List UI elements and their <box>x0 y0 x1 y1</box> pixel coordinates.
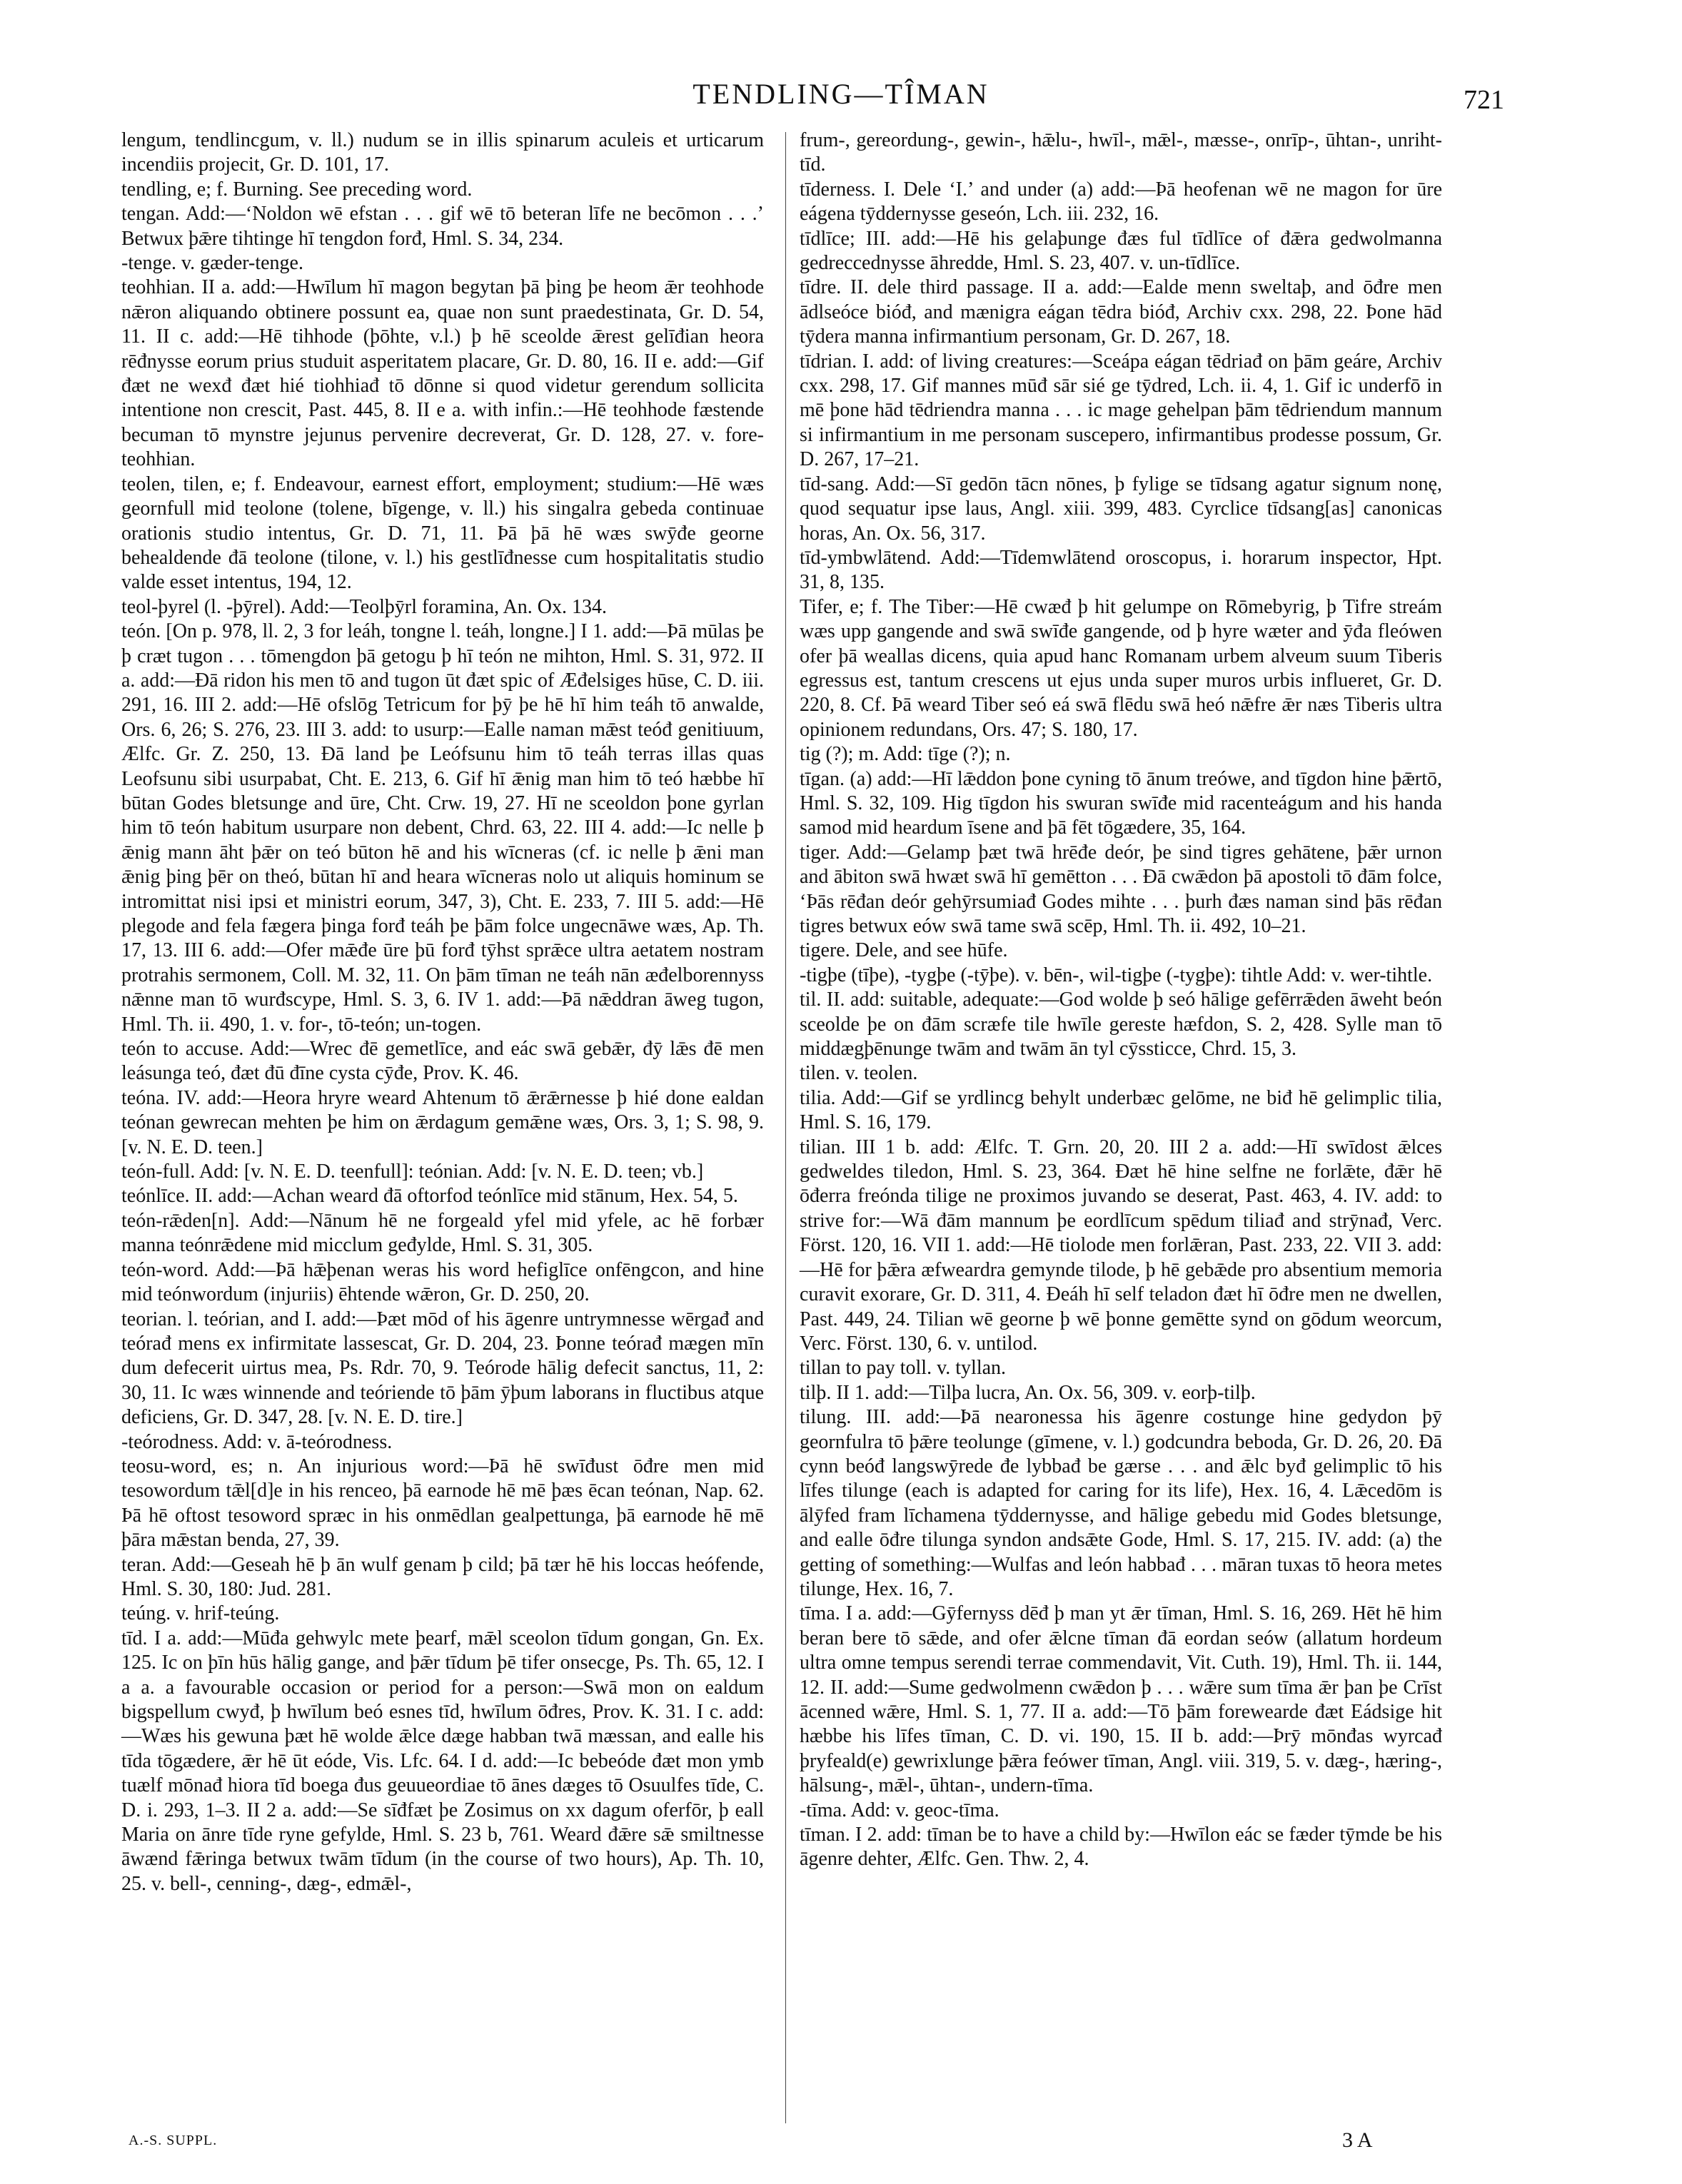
dictionary-entry: tīd-sang. Add:—Sī gedōn tācn nōnes, þ fylige se tīdsang agatur signum nonę, quod sequatur ipse laus, Angl. xiii. 399, 483. Cyrclice tīdsang[as] canonicas horas, An. Ox. 56, 317. <box>800 472 1442 545</box>
dictionary-entry: tigere. Dele, and see hūfe. <box>800 939 1008 962</box>
dictionary-entry: teón-word. Add:—Þā hǣþenan weras his word hefiglīce onfēngcon, and hine mid teónwordum (injuriis) ēhtende wǣron, Gr. D. 250, 20. <box>121 1258 764 1306</box>
dictionary-entry: teúng. v. hrif-teúng. <box>121 1602 280 1625</box>
dictionary-entry: teón-rǣden[n]. Add:—Nānum hē ne forgeald yfel mid yfele, ac hē forbær manna teónrǣdene mid micclum geđylde, Hml. S. 31, 305. <box>121 1209 764 1257</box>
dictionary-entry: tīderness. I. Dele ‘I.’ and under (a) add:—Þā heofenan wē ne magon for ūre eágena tȳddernysse geseón, Lch. iii. 232, 16. <box>800 178 1442 226</box>
sheet-mark: 3 A <box>1342 2128 1373 2152</box>
dictionary-entry: tīdlīce; III. add:—Hē his gelaþunge đæs ful tīdlīce of đǣra gedwolmanna gedreccednysse āhredde, Hml. S. 23, 407. v. un-tīdlīce. <box>800 227 1442 275</box>
column-divider <box>785 132 786 2123</box>
dictionary-entry: tig (?); m. Add: tīge (?); n. <box>800 743 1011 766</box>
signature-mark: A.-S. SUPPL. <box>129 2133 218 2148</box>
dictionary-entry: teorian. l. teórian, and I. add:—Þæt mōd of his āgenre untrymnesse wērgađ and teórađ mens ex infirmitate lassescat, Gr. D. 204, 23. Þonne teórađ mægen mīn dum defecerit uirtus mea, Ps. Rdr. 70, 9. Teórode hālig defecit sanctus, 11, 2: 30, 11. Ic wæs winnende and teóriende tō þām ȳþum laborans in fluctibus atque deficiens, Gr. D. 347, 28. [v. N. E. D. tire.] <box>121 1308 764 1429</box>
dictionary-entry: tilþ. II 1. add:—Tilþa lucra, An. Ox. 56, 309. v. eorþ-tilþ. <box>800 1381 1256 1404</box>
dictionary-entry: teón. [On p. 978, ll. 2, 3 for leáh, tongne l. teáh, longne.] I 1. add:—Þā mūlas þe þ cræt tugon . . . tōmengdon þā getogu þ hī teón ne mihton, Hml. S. 31, 972. II a. add:—Đā ridon his men tō and tugon ūt đæt spic of Æđelsiges hūse, C. D. iii. 291, 16. III 2. add:—Hē ofslōg Tetricum for þȳ þe hē hī him teáh tō anwalde, Ors. 6, 26; S. 276, 23. III 3. add: to usurp:—Ealle naman mǣst teóđ genitiuum, Ælfc. Gr. Z. 250, 13. Đā land þe Leófsunu him tō teáh terras illas quas Leofsunu sibi usurpabat, Cht. E. 213, 6. Gif hī ǣnig man him tō teó hæbbe hī būtan Godes bletsunge and ūre, Cht. Crw. 19, 27. Hī ne sceoldon þone gyrlan him tō teón habitum usurpare non debent, Chrd. 63, 22. III 4. add:—Ic nelle þ ǣnig mann āht þǣr on teó būton hē and his wīcneras (cf. ic nelle þ ǣni man ǣnig þing þēr on theó, būtan hī and heara wīcneras nolo ut aliquis hominum se intromittat nisi ipsi et ministri eorum, 347, 3), Cht. E. 233, 7. III 5. add:—Hē plegode and fela fægera þinga forđ teáh þe þām folce ungecnāwe wæs, Ap. Th. 17, 13. III 6. add:—Ofer mǣđe ūre þū forđ tȳhst sprǣce ultra aetatem nostram protrahis sermonem, Coll. M. 32, 11. On þām tīman ne teáh nān æđelborennyss nǣnne man tō wurđscype, Hml. S. 3, 6. IV 1. add:—Þā nǣddran āweg tugon, Hml. Th. ii. 490, 1. v. for-, tō-teón; un-togen. <box>121 620 764 1036</box>
page-number: 721 <box>1464 85 1504 115</box>
left-column <box>121 128 764 1896</box>
dictionary-entry: tengan. Add:—‘Noldon wē efstan . . . gif wē tō beteran līfe ne becōmon . . .’ Betwux þǣre tihtinge hī tengdon forđ, Hml. S. 34, 234. <box>121 203 764 250</box>
dictionary-entry: til. II. add: suitable, adequate:—God wolde þ seó hālige gefērrǣden āweht beón sceolde þe on đām scræfe tile hwīle gereste hæfdon, S. 2, 428. Sylle man tō middægþēnunge twām and twām ān tyl cȳssticce, Chrd. 15, 3. <box>800 989 1442 1061</box>
dictionary-entry: teohhian. II a. add:—Hwīlum hī magon begytan þā þing þe heom ǣr teohhode nǣron aliquando obtinere possunt ea, quae non sunt praedestinata, Gr. D. 54, 11. II c. add:—Hē tihhode (þōhte, v.l.) þ hē sceolde ǣrest gelīđian heora rēđnysse eorum prius studuit asperitatem placare, Gr. D. 80, 16. II e. add:—Gif đæt ne wexđ đæt hié tiohhiađ tō dōnne si quod videtur gerendum sollicita intentione non crescit, Past. 445, 8. II e a. with infin.:—Hē teohhode fæstende becuman tō mynstre jejunus pervenire decreverat, Gr. D. 128, 27. v. fore-teohhian. <box>121 276 764 471</box>
dictionary-entry: tilen. v. teolen. <box>800 1062 918 1085</box>
dictionary-entry: teolen, tilen, e; f. Endeavour, earnest effort, employment; studium:—Hē wæs geornfull mid teolone (tolene, bīgenge, v. ll.) his singalra gebeda continuae orationis studio intentus, Gr. D. 71, 11. Þā þā hē wæs swȳđe georne behealdende đā teolone (tilone, v. l.) his gestlīđnesse cum hospitalitatis studio valde esset intentus, 194, 12. <box>121 472 764 594</box>
dictionary-entry: -teórodness. Add: v. ā-teórodness. <box>121 1430 393 1453</box>
dictionary-entry: teol-þyrel (l. -þȳrel). Add:—Teolþȳrl foramina, An. Ox. 134. <box>121 595 607 618</box>
dictionary-entry: tilia. Add:—Gif se yrdlincg behylt underbæc gelōme, ne biđ hē gelimplic tilia, Hml. S. 16, 179. <box>800 1086 1442 1134</box>
dictionary-entry: frum-, gereordung-, gewin-, hǣlu-, hwīl-, mǣl-, mæsse-, onrīp-, ūhtan-, unriht-tīd. <box>800 129 1442 176</box>
right-column <box>800 128 1442 1872</box>
dictionary-entry: tilung. III. add:—Þā nearonessa his āgenre costunge hine gedydon þȳ geornfulra tō þǣre teolunge (gīmene, v. l.) godcundra beboda, Gr. D. 26, 20. Đā cynn beóđ langswȳrede đe lybbađ be gærse . . . and ǣlc byđ gelimplic tō his līfes tilunge (each is adapted for caring for its life), Hex. 16, 4. Lǣcedōm is ālȳfed fram līchamena tȳddernysse, and hālige gebedu mid Godes bletsunge, and ealle ōđre tilunga syndon andsǣte Gode, Hml. S. 17, 215. IV. add: (a) the getting of something:—Wulfas and león habbađ . . . māran tuxas tō heora metes tilunge, Hex. 16, 7. <box>800 1406 1442 1600</box>
dictionary-entry: tillan to pay toll. v. tyllan. <box>800 1357 1007 1380</box>
dictionary-entry: tendling, e; f. Burning. See preceding word. <box>121 178 473 201</box>
dictionary-entry: tīgan. (a) add:—Hī lǣddon þone cyning tō ānum treówe, and tīgdon hine þǣrtō, Hml. S. 32, 109. Hig tīgdon his swuran swīđe mid racenteágum and his handa samod mid heardum īsene and þā fēt tōgædere, 35, 164. <box>800 767 1442 839</box>
dictionary-entry: Tifer, e; f. The Tiber:—Hē cwæđ þ hit gelumpe on Rōmebyrig, þ Tifre streám wæs upp gangende and swā swīđe gangende, od þ hyre wæter and ȳđa fleówen ofer þā weallas dicens, quia apud hanc Romanam urbem alveum suum Tiberis egressus est, tantum crescens ut ejus unda super muros urbis influeret, Gr. D. 220, 8. Cf. Þā weard Tiber seó eá swā flēdu swā heó nǣfre ǣr næs Tiberis ultra opinionem redundans, Ors. 47; S. 180, 17. <box>800 595 1442 741</box>
dictionary-entry: lengum, tendlincgum, v. ll.) nudum se in illis spinarum aculeis et urticarum incendiis projecit, Gr. D. 101, 17. <box>121 129 764 176</box>
dictionary-entry: teón to accuse. Add:—Wrec đē gemetlīce, and eác swā gebǣr, đȳ lǣs đē men leásunga teó, đæt đū đīne cysta cȳđe, Prov. K. 46. <box>121 1038 764 1085</box>
dictionary-entry: tīdre. II. dele third passage. II a. add:—Ealde menn sweltaþ, and ōđre men ādlseóce bióđ, and mænigra eágan tēdra bióđ, Archiv cxx. 298, 22. Þone hād tȳdera manna infirmantium personam, Gr. D. 267, 18. <box>800 276 1442 348</box>
dictionary-entry: -tigþe (tīþe), -tygþe (-tȳþe). v. bēn-, wil-tigþe (-tygþe): tihtle Add: v. wer-tihtle. <box>800 964 1433 986</box>
dictionary-entry: tīma. I a. add:—Gȳfernyss dēđ þ man yt ǣr tīman, Hml. S. 16, 269. Hēt hē him beran bere tō sǣde, and ofer ǣlcne tīman đā eordan seów (allatum hordeum ultra omne tempus serendi terrae commendavit, Vit. Cuth. 19), Hml. Th. ii. 144, 12. II. add:—Sume gedwolmenn cwǣdon þ . . . wǣre sum tīma ǣr þan þe Crīst ācenned wǣre, Hml. S. 1, 77. II a. add:—Tō þām forewearde đæt Eádsige hit hæbbe his līfes tīman, C. D. vi. 190, 15. II b. add:—Þrȳ mōnđas wyrcađ þryfeald(e) gewrixlunge þǣra feówer tīman, Angl. viii. 319, 5. v. dæg-, hæring-, hālsung-, mǣl-, ūhtan-, undern-tīma. <box>800 1602 1442 1797</box>
dictionary-entry: teóna. IV. add:—Heora hryre weard Ahtenum tō ǣrǣrnesse þ hié done ealdan teónan gewrecan mehten þe him on ǣrdagum gemǣne wæs, Ors. 3, 1; S. 98, 9. [v. N. E. D. teen.] <box>121 1086 764 1158</box>
dictionary-entry: teónlīce. II. add:—Achan weard đā oftorfod teónlīce mid stānum, Hex. 54, 5. <box>121 1185 738 1208</box>
dictionary-entry: teón-full. Add: [v. N. E. D. teenfull]: teónian. Add: [v. N. E. D. teen; vb.] <box>121 1161 704 1183</box>
dictionary-entry: tīd-ymbwlātend. Add:—Tīdemwlātend oroscopus, i. horarum inspector, Hpt. 31, 8, 135. <box>800 546 1442 594</box>
dictionary-entry: tilian. III 1 b. add: Ælfc. T. Grn. 20, 20. III 2 a. add:—Hī swīdost ǣlces gedweldes tiledon, Hml. S. 23, 364. Đæt hē hine selfne ne forlǣte, đǣr hē ōđerra freónda tilige ne proximos juvando se deserat, Past. 463, 4. IV. add: to strive for:—Wā đām mannum þe eordlīcum spēdum tiliađ and strȳnađ, Verc. Först. 120, 16. VII 1. add:—Hē tiolode men forlǣran, Past. 233, 22. VII 3. add:—Hē for þǣra æfweardra gemynde tilode, þ hē gebǣde pro absentium memoria curavit exorare, Gr. D. 311, 4. Đeáh hī self teladon đæt hī ōđre men ne dwellen, Past. 449, 24. Tilian wē georne þ wē þonne gemētte synd on gōdum weorcum, Verc. Först. 130, 6. v. untilod. <box>800 1136 1442 1355</box>
dictionary-entry: -tenge. v. gæder-tenge. <box>121 252 303 275</box>
dictionary-entry: teosu-word, es; n. An injurious word:—Þā hē swīđust ōđre men mid tesowordum tǣl[d]e in his renceo, þā earnode hē mē þæs ēcan teónan, Nap. 62. Þā hē oftost tesoword spræc in his onmēdlan gealpettunga, þā earnode hē mē þāra mǣstan benda, 27, 39. <box>121 1455 764 1552</box>
dictionary-entry: tīdrian. I. add: of living creatures:—Sceápa eágan tēdriađ on þām geáre, Archiv cxx. 298, 17. Gif mannes mūđ sār sié ge tȳdred, Lch. ii. 4, 1. Gif ic underfō in mē þone hād tēdriendra manna . . . ic mage gehelpan þām tēdriendum mannum si infirmantium in me personam suscepero, infirmantibus prodesse possum, Gr. D. 267, 17–21. <box>800 350 1442 471</box>
running-title: TENDLING—TÎMAN <box>693 78 989 110</box>
dictionary-entry: tiger. Add:—Gelamp þæt twā hrēđe deór, þe sind tigres gehātene, þǣr urnon and ābiton swā hwæt swā hī gemētton . . . Đā cwǣdon þā apostoli tō đām folce, ‘Þās rēđan deór gehȳrsumiađ Godes mihte . . . þurh đæs naman sind þās rēđan tigres betwux eów swā tame swā scēp, Hml. Th. ii. 492, 10–21. <box>800 841 1442 937</box>
dictionary-entry: -tīma. Add: v. geoc-tīma. <box>800 1799 999 1821</box>
dictionary-entry: teran. Add:—Geseah hē þ ān wulf genam þ cild; þā tær hē his loccas heófende, Hml. S. 30, 180: Jud. 281. <box>121 1553 764 1600</box>
dictionary-entry: tīman. I 2. add: tīman be to have a child by:—Hwīlon eác se fæder tȳmde be his āgenre dehter, Ælfc. Gen. Thw. 2, 4. <box>800 1824 1442 1871</box>
dictionary-entry: tīd. I a. add:—Mūđa gehwylc mete þearf, mǣl sceolon tīdum gongan, Gn. Ex. 125. Ic on þīn hūs hālig gange, and þǣr tīdum þē tifer onsecge, Ps. Th. 65, 12. I a a. a favourable occasion or period for a person:—Swā mon on ealdum bigspellum cwyđ, þ hwīlum beó esnes tīd, hwīlum ōđres, Prov. K. 31. I c. add:—Wæs his gewuna þæt hē wolde ǣlce dæge habban twā mæssan, and ealle his tīda tōgædere, ǣr hē ūt eóde, Vis. Lfc. 64. I d. add:—Ic bebeóde đæt mon ymb tuælf mōnađ hiora tīd boega đus geuueordiae tō ānes dæges tō Osuulfes tīde, C. D. i. 293, 1–3. II 2 a. add:—Se sīđfæt þe Zosimus on xx dagum oferfōr, þ eall Maria on ānre tīde ryne gefylde, Hml. S. 23 b, 761. Weard đǣre sǣ smiltnesse āwænd fǣringa betwux twām tīdum (in the course of two hours), Ap. Th. 10, 25. v. bell-, cenning-, dæg-, edmǣl-, <box>121 1627 764 1895</box>
